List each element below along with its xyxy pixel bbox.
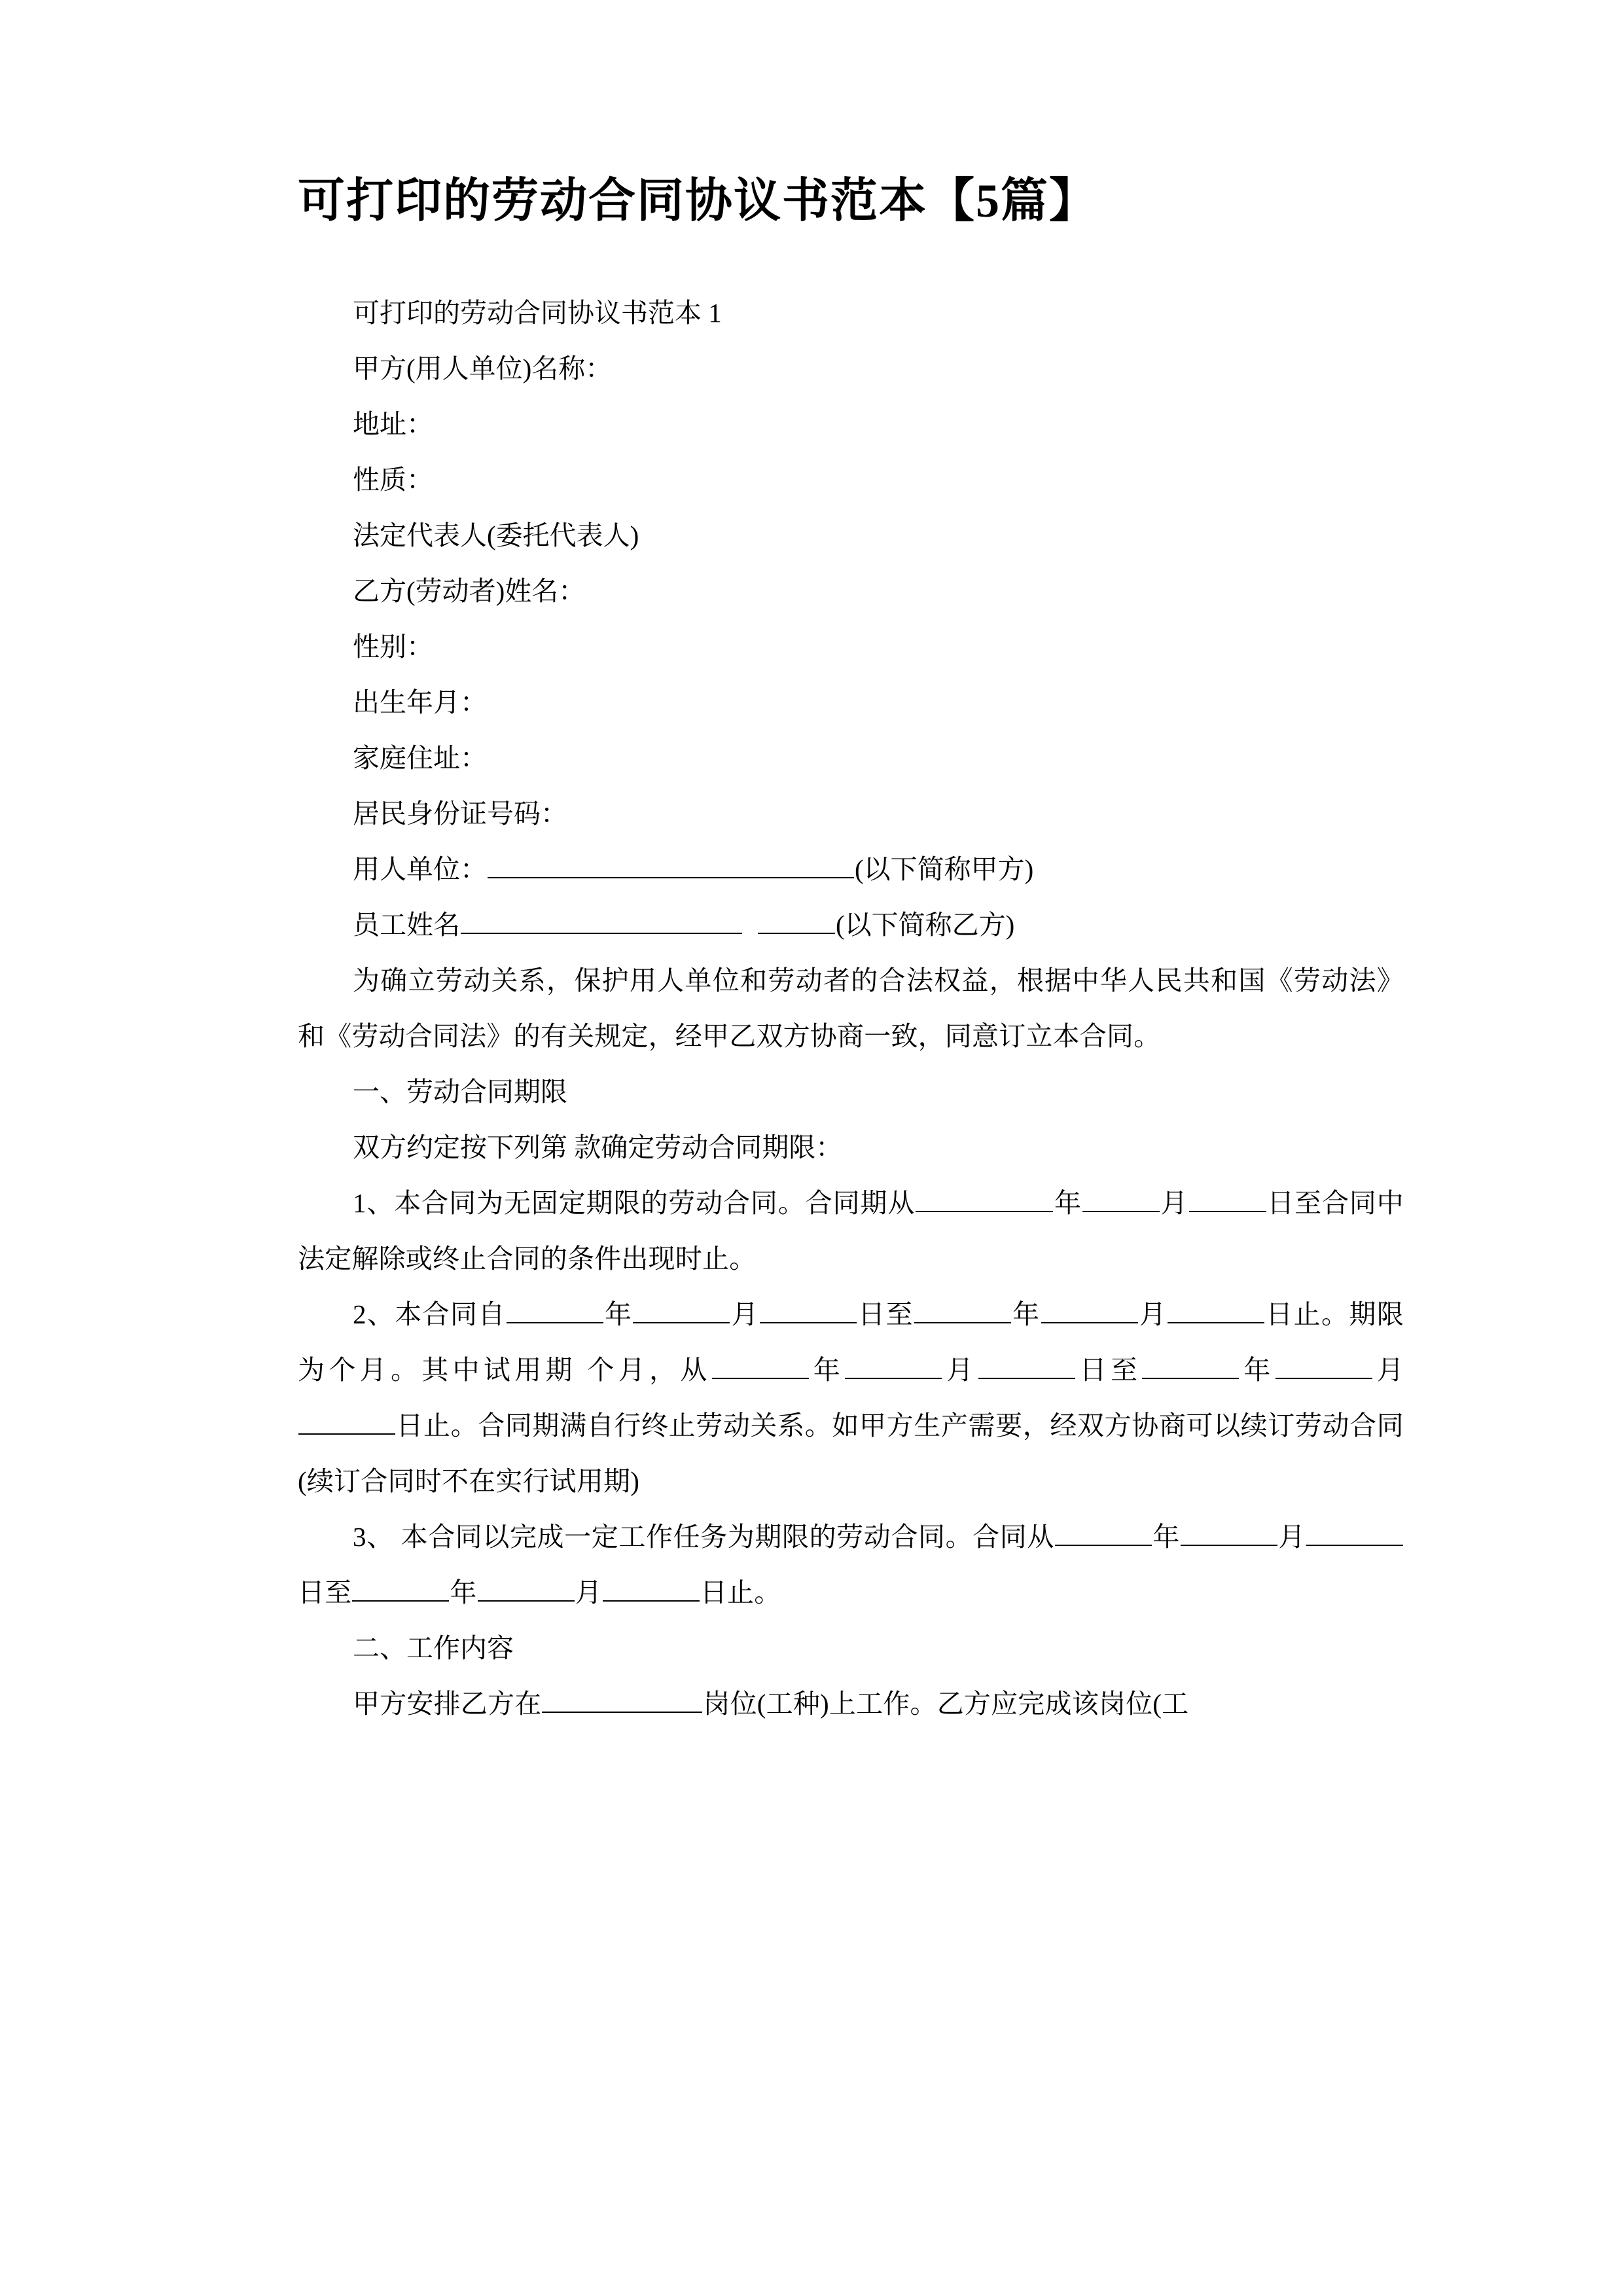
- item-2-month1-label: 月: [730, 1299, 759, 1329]
- item-1-month-label: 月: [1160, 1188, 1188, 1218]
- item-2-text-c: 止。合同期满自行终止劳动关系。如甲方生产需要，经双方协商可以续订劳动合同(续订合同时不在实行试用期): [298, 1410, 1404, 1496]
- section-1-intro: 双方约定按下列第 款确定劳动合同期限：: [353, 1132, 843, 1162]
- item-3-day2-blank[interactable]: [603, 1574, 700, 1602]
- item-2-year1-blank[interactable]: [507, 1296, 603, 1323]
- document-body: [298, 285, 1404, 1732]
- field-nature: 性质：: [353, 465, 433, 495]
- item-3-month2-blank[interactable]: [478, 1574, 575, 1602]
- item-3-month1-label: 月: [1278, 1522, 1306, 1552]
- field-address: 地址：: [353, 409, 433, 439]
- employer-blank[interactable]: [488, 851, 854, 878]
- item-2-year2-blank[interactable]: [914, 1296, 1011, 1323]
- section-1-item-2: [298, 1287, 1404, 1509]
- item-2-day1-blank[interactable]: [760, 1296, 857, 1323]
- page-title: 可打印的劳动合同协议书范本【5篇】: [298, 175, 1098, 227]
- field-employer-row: [298, 842, 1404, 897]
- field-gender: 性别：: [353, 632, 433, 662]
- field-party-a-name: 甲方(用人单位)名称：: [353, 353, 613, 384]
- item-1-day-label: 日: [1266, 1188, 1295, 1218]
- item-3-text-a: 3、 本合同以完成一定工作任务为期限的劳动合同。合同从: [353, 1522, 1054, 1552]
- item-2-year4-label: 年: [1240, 1355, 1275, 1385]
- item-2-day3-blank[interactable]: [978, 1352, 1075, 1379]
- field-employee-label: 员工姓名: [353, 910, 460, 940]
- employee-blank-2[interactable]: [758, 906, 835, 934]
- item-2-day4-blank[interactable]: [298, 1407, 395, 1435]
- item-2-year3-blank[interactable]: [712, 1352, 809, 1379]
- section-1-item-1: [298, 1175, 1404, 1287]
- item-2-day1-label: 日至: [857, 1299, 914, 1329]
- item-2-text-a: 2、本合同自: [353, 1299, 506, 1329]
- item-3-day1-label: 日至: [298, 1577, 352, 1607]
- field-party-b-name: 乙方(劳动者)姓名：: [353, 576, 586, 606]
- item-2-day2-label: 日止。期限为: [298, 1299, 1404, 1385]
- item-1-text-a: 1、本合同为无固定期限的劳动合同。合同期从: [353, 1188, 916, 1218]
- item-3-year2-blank[interactable]: [352, 1574, 449, 1602]
- item-2-month4-blank[interactable]: [1275, 1352, 1372, 1379]
- item-2-month1-blank[interactable]: [633, 1296, 730, 1323]
- item-1-year-label: 年: [1054, 1188, 1082, 1218]
- employee-blank-1[interactable]: [461, 906, 742, 934]
- item-3-year1-blank[interactable]: [1055, 1518, 1152, 1546]
- field-legal-representative: 法定代表人(委托代表人): [353, 520, 639, 550]
- item-1-text-b: 至合同中法定解除或终止合同的条件出现时止。: [298, 1188, 1404, 1274]
- section-2-text-b: 岗位(工种)上工作。乙方应完成该岗位(工: [703, 1689, 1189, 1719]
- section-heading-2: 二、工作内容: [353, 1633, 514, 1663]
- item-2-year1-label: 年: [603, 1299, 633, 1329]
- field-id-number: 居民身份证号码：: [353, 798, 567, 829]
- item-2-day2-blank[interactable]: [1168, 1296, 1264, 1323]
- item-2-month2-label: 月: [1138, 1299, 1168, 1329]
- item-1-day-blank[interactable]: [1189, 1185, 1266, 1212]
- field-employee-suffix: (以下简称乙方): [836, 910, 1015, 940]
- item-2-year4-blank[interactable]: [1142, 1352, 1239, 1379]
- field-home-address: 家庭住址：: [353, 743, 487, 773]
- position-blank[interactable]: [542, 1685, 702, 1713]
- item-2-year3-label: 年: [809, 1355, 845, 1385]
- item-3-month1-blank[interactable]: [1181, 1518, 1277, 1546]
- item-2-month3-label: 月: [942, 1355, 978, 1385]
- item-3-year2-label: 年: [450, 1577, 477, 1607]
- item-1-month-blank[interactable]: [1082, 1185, 1160, 1212]
- item-1-year-blank[interactable]: [916, 1185, 1053, 1212]
- section-2-text-a: 甲方安排乙方在: [353, 1689, 542, 1719]
- item-3-month2-label: 月: [575, 1577, 602, 1607]
- section-1-item-3: [298, 1509, 1404, 1621]
- field-employer-label: 用人单位：: [353, 854, 487, 884]
- field-employer-suffix: (以下简称甲方): [855, 854, 1034, 884]
- document-subtitle: 可打印的劳动合同协议书范本 1: [353, 298, 722, 328]
- item-2-month4-label: 月: [1372, 1355, 1404, 1385]
- item-2-year2-label: 年: [1011, 1299, 1041, 1329]
- item-2-text-b: 个月。其中试用期 个月，从: [329, 1355, 711, 1385]
- preamble-paragraph: 为确立劳动关系，保护用人单位和劳动者的合法权益，根据中华人民共和国《劳动法》和《劳动合同法》的有关规定，经甲乙双方协商一致，同意订立本合同。: [298, 965, 1404, 1051]
- item-2-day4-label: 日: [396, 1410, 424, 1441]
- item-2-day3-label: 日至: [1075, 1355, 1142, 1385]
- item-2-month3-blank[interactable]: [845, 1352, 942, 1379]
- section-2-body: [298, 1676, 1404, 1732]
- section-heading-1: 一、劳动合同期限: [353, 1077, 567, 1107]
- field-employee-row: [298, 897, 1404, 953]
- field-birth-date: 出生年月：: [353, 687, 487, 717]
- item-3-day2-label: 日止。: [700, 1577, 781, 1607]
- item-2-month2-blank[interactable]: [1041, 1296, 1138, 1323]
- item-3-year1-label: 年: [1152, 1522, 1180, 1552]
- item-3-day1-blank[interactable]: [1306, 1518, 1403, 1546]
- document-content: [298, 0, 1404, 1732]
